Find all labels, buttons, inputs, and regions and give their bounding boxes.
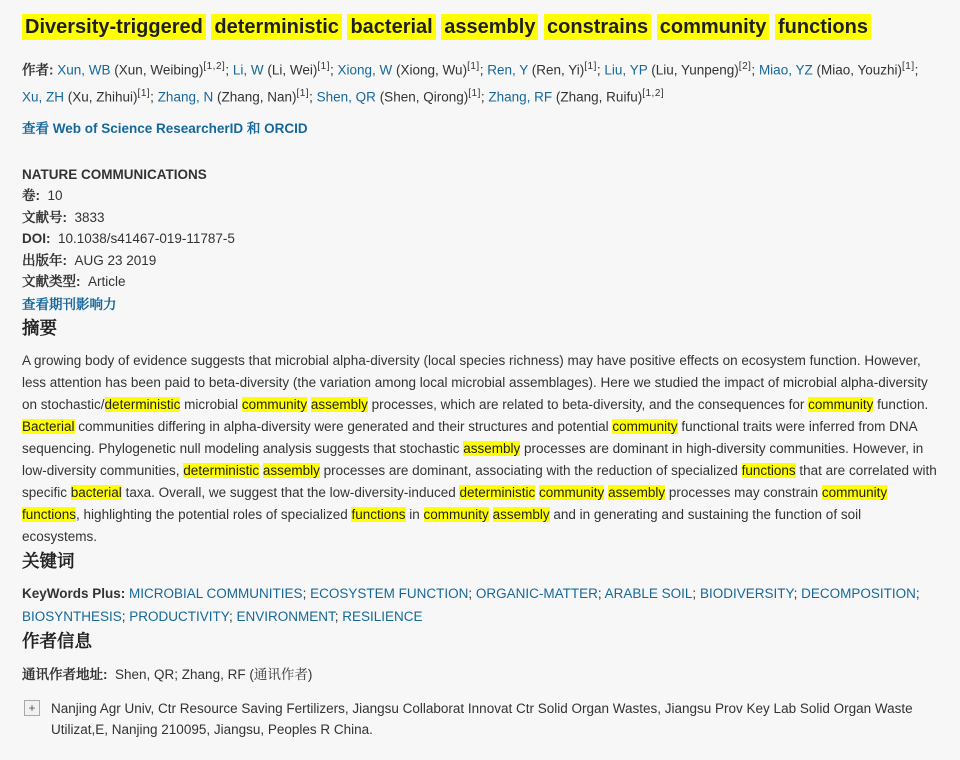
journal-name: NATURE COMMUNICATIONS <box>22 166 207 182</box>
journal-field-label: DOI: <box>22 231 51 247</box>
expand-address-button[interactable]: + <box>24 700 40 716</box>
abstract-segment: processes, which are related to beta-diversity, and the consequences for <box>367 397 809 413</box>
author-info-heading: 作者信息 <box>22 631 92 652</box>
author-full-name: (Xun, Weibing) <box>110 62 204 78</box>
author-link[interactable]: Xiong, W <box>337 62 393 78</box>
journal-field-row <box>22 271 938 293</box>
abstract-highlight: assembly <box>608 485 666 501</box>
abstract-heading: 摘要 <box>22 318 57 339</box>
journal-block <box>22 164 938 316</box>
author-affiliation-sup[interactable]: [1] <box>137 87 151 99</box>
author-affiliation-sup[interactable]: [1] <box>467 61 480 72</box>
abstract-highlight: deterministic <box>459 485 536 501</box>
corresponding-address-label: 通讯作者地址: <box>22 667 108 683</box>
keywords-heading: 关键词 <box>22 551 75 572</box>
abstract-highlight: community <box>423 507 489 523</box>
author-full-name: (Liu, Yunpeng) <box>647 62 739 78</box>
abstract-segment: and in generating and sustaining the function of soil ecosystems. <box>22 507 862 545</box>
abstract-segment: , highlighting the potential roles of specialized <box>76 507 352 523</box>
author-affiliation-sup[interactable]: [1] <box>584 61 597 72</box>
abstract-segment: processes are dominant in high-diversity communities. However, in low-diversity communities, <box>22 441 924 479</box>
address-row <box>22 698 938 740</box>
abstract-highlight: assembly <box>310 397 368 413</box>
author-full-name: (Ren, Yi) <box>528 62 585 78</box>
keyword-link[interactable]: DECOMPOSITION <box>801 586 916 602</box>
abstract-segment: taxa. Overall, we suggest that the low-diversity-induced <box>121 485 460 501</box>
journal-field-label: 文献号: <box>22 209 67 225</box>
abstract-highlight: Bacterial <box>22 419 75 435</box>
abstract-segment: functional traits were inferred from DNA sequencing. Phylogenetic null modeling analysis suggests that stochastic <box>22 419 917 457</box>
journal-field-row <box>22 250 938 272</box>
journal-field-label: 卷: <box>22 188 40 204</box>
keyword-link[interactable]: PRODUCTIVITY <box>129 608 229 624</box>
keyword-link[interactable]: ENVIRONMENT <box>236 608 335 624</box>
abstract-segment: that are correlated with specific <box>22 463 937 501</box>
abstract-highlight: community <box>539 485 605 501</box>
author-full-name: (Zhang, Nan) <box>213 89 297 105</box>
address-text: Nanjing Agr Univ, Ctr Resource Saving Fertilizers, Jiangsu Collaborat Innovat Ctr Solid Organ Wastes, Jiangsu Prov Key Lab Solid Organ Waste Utilizat,E, Nanjing 210095, Jiangsu, Peoples R China. <box>51 701 913 738</box>
author-link[interactable]: Zhang, RF <box>488 89 553 105</box>
author-affiliation-sup[interactable]: [1,2] <box>642 87 665 99</box>
keywords-plus-label: KeyWords Plus: <box>22 586 126 602</box>
author-link[interactable]: Liu, YP <box>604 62 648 78</box>
authors-label: 作者: <box>22 62 54 78</box>
author-link[interactable]: Shen, QR <box>316 89 376 105</box>
author-link[interactable]: Li, W <box>232 62 264 78</box>
author-affiliation-sup[interactable]: [1] <box>317 61 330 72</box>
keyword-link[interactable]: ARABLE SOIL <box>604 586 693 602</box>
author-link[interactable]: Xu, ZH <box>22 89 65 105</box>
abstract-highlight: deterministic <box>183 463 260 479</box>
researcherid-orcid-link[interactable]: 查看 Web of Science ResearcherID 和 ORCID <box>22 120 308 136</box>
journal-field-row <box>22 185 938 207</box>
abstract-segment: communities differing in alpha-diversity were generated and their structures and potential <box>74 419 613 435</box>
journal-field-row <box>22 207 938 229</box>
abstract-highlight: assembly <box>492 507 550 523</box>
keyword-link[interactable]: ECOSYSTEM FUNCTION <box>310 586 469 602</box>
authors-line: 作者: Xun, WB (Xun, Weibing)[1,2]; Li, W (Li, Wei)[1]; Xiong, W (Xiong, Wu)[1]; Ren, Y (Ren, Yi)[1]; Liu, YP (Liu, Yunpeng)[2]; Miao, YZ (Miao, Youzhi)[1]; Xu, ZH (Xu, Zhihui)[1]; Zhang, N (Zhang, Nan)[1]; Shen, QR (Shen, Qirong)[1]; Zhang, RF (Zhang, Ruifu)[1,2] <box>22 61 919 105</box>
title-word-highlight: bacterial <box>347 14 435 40</box>
abstract-highlight: deterministic <box>104 397 181 413</box>
keyword-link[interactable]: BIODIVERSITY <box>699 586 794 602</box>
title-word-highlight: assembly <box>441 14 538 40</box>
keywords-line: KeyWords Plus: MICROBIAL COMMUNITIES; ECOSYSTEM FUNCTION; ORGANIC-MATTER; ARABLE SOIL; BIODIVERSITY; DECOMPOSITION; BIOSYNTHESIS; PRODUCTIVITY; ENVIRONMENT; RESILIENCE <box>22 586 920 624</box>
author-full-name: (Miao, Youzhi) <box>812 62 903 78</box>
abstract-segment: microbial <box>180 397 242 413</box>
article-title <box>22 12 938 42</box>
author-link[interactable]: Miao, YZ <box>758 62 813 78</box>
abstract-highlight: assembly <box>463 441 521 457</box>
author-full-name: (Xiong, Wu) <box>392 62 468 78</box>
author-link[interactable]: Zhang, N <box>157 89 214 105</box>
journal-field-label: 出版年: <box>22 252 67 268</box>
abstract-highlight: functions <box>22 507 77 523</box>
author-full-name: (Xu, Zhihui) <box>64 89 138 105</box>
abstract-segment <box>489 507 493 522</box>
keyword-link[interactable]: RESILIENCE <box>342 608 423 624</box>
abstract-highlight: community <box>241 397 308 413</box>
author-affiliation-sup[interactable]: [1,2] <box>203 61 226 72</box>
title-word-highlight: Diversity-triggered <box>22 14 206 40</box>
abstract-highlight: community <box>612 419 678 435</box>
author-full-name: (Zhang, Ruifu) <box>552 89 643 105</box>
corresponding-address-line <box>22 663 938 683</box>
abstract-segment: function. <box>873 397 929 413</box>
journal-field-row <box>22 228 938 250</box>
author-full-name: (Li, Wei) <box>263 62 318 78</box>
abstract-highlight: functions <box>741 463 796 479</box>
abstract-highlight: assembly <box>262 463 320 479</box>
title-word-highlight: deterministic <box>211 14 341 40</box>
journal-field-value: 10.1038/s41467-019-11787-5 <box>50 231 235 247</box>
abstract-segment: processes are dominant, associating with the reduction of specialized <box>319 463 742 479</box>
abstract-highlight: functions <box>351 507 406 523</box>
keyword-link[interactable]: BIOSYNTHESIS <box>22 608 122 624</box>
abstract-highlight: community <box>808 397 874 413</box>
journal-field-value: 3833 <box>67 209 105 225</box>
author-link[interactable]: Ren, Y <box>487 62 528 78</box>
abstract-segment: processes may constrain <box>665 485 822 501</box>
journal-field-label: 文献类型: <box>22 274 81 290</box>
keyword-link[interactable]: MICROBIAL COMMUNITIES <box>129 586 303 602</box>
author-full-name: (Shen, Qirong) <box>375 89 469 105</box>
title-word-highlight: community <box>657 14 770 40</box>
author-link[interactable]: Xun, WB <box>57 62 111 78</box>
author-affiliation-sup[interactable]: [1] <box>902 61 915 72</box>
corresponding-address-value: Shen, QR; Zhang, RF (通讯作者) <box>115 667 313 683</box>
author-affiliation-sup[interactable]: [1] <box>468 87 481 99</box>
abstract-highlight: community <box>821 485 888 501</box>
abstract-segment: A growing body of evidence suggests that microbial alpha-diversity (local species richness) may have positive effects on ecosystem function. However, less attention has been paid to beta-diversity (the variation among local microbial assemblages). Here we studied the impact of microbial alpha-diversity on stochastic/ <box>22 353 928 413</box>
author-affiliation-sup[interactable]: [1] <box>296 87 310 99</box>
journal-impact-link[interactable]: 查看期刊影响力 <box>22 296 117 312</box>
abstract-text <box>22 350 938 548</box>
journal-field-value: 10 <box>40 188 63 204</box>
author-affiliation-sup[interactable]: [2] <box>738 61 752 72</box>
journal-field-value: Article <box>80 274 126 290</box>
abstract-segment: in <box>405 507 424 523</box>
keyword-link[interactable]: ORGANIC-MATTER <box>475 586 598 602</box>
journal-fields <box>22 185 938 293</box>
journal-field-value: AUG 23 2019 <box>67 252 157 268</box>
abstract-highlight: bacterial <box>70 485 122 501</box>
title-word-highlight: functions <box>775 14 871 40</box>
title-word-highlight: constrains <box>544 14 651 40</box>
